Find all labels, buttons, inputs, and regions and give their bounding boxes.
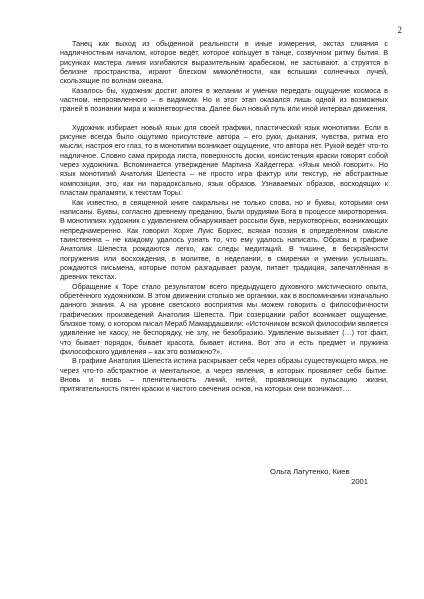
signature-year: 2001 [351, 477, 368, 486]
paragraph-letters: Как известно, в священной книге сакральны не только слова, но и буквы, которыми они написаны. Буквы, согласно древнему преданию, были орудиями Бога в процессе миротворения. В монотипиях художник с удивлением обнаруживает россыпи букв, нерукотворных, возникающих непреднамеренно. Как говорил Хорхе Луис Борхес, всякая поэзия в определённом смысле таинственна – не каждому удалось узнать то, что ему удалось написать. Образы в графике Анатолия Шепеста рождаются легко, как следы медитаций. В тишине, в бескрайности погружения или восхождения, в молитве, в неделании, в смирении и умении услышать, рождаются письмена, которые потом разгадывает разум, питает традиция, запечатлённая в древних текстах. [60, 197, 388, 282]
paragraph-monotype: Художник избирает новый язык для своей графики, пластический язык монотипии. Если в рисунке всегда было ощутимо присутствие автора – его руки, дыхания, чувства, ритма его мысли, настроя его глаз, то в монотипии возникает ощущение, что автора нет. Рукой ведёт что-то надличное. Словно сама природа листа, поверхность доски, консистенция краски говорят собой через художника. Вспоминается утверждение Мартина Хайдеггера: «Язык мной говорит». Но язык монотипий Анатолия Шепеста – не просто игра фактур или текстур, не абстрактные композиции, это, как ни парадоксально, язык образов. Узнаваемых образов, восходящих к пластам прапамяти, к текстам Торы. [60, 122, 388, 198]
paragraph-dance: Танец как выход из обыденной реальности в иные измерения, экстаз слияния с надличностным началом, которое ведёт, которое кольцует в танце, созвучном ритму бытия. В рисунках мастера линия изгибаются выразительным арабеском, не застывают, а струятся в белизне пространства, играют блеском мимолётности, как вспышки солнечных лучей, скользящие по волнам океана. [60, 39, 388, 86]
paragraph-torah: Обращение к Торе стало результатом всего предыдущего духовного мистического опыта, обретённого художником. В этом движении столько же органики, как в воспоминании изначально данного знания. А на уровне светского восприятия мы можем говорить о философичности графических произведений Анатолия Шепеста. При созерцании работ возникает ощущение, близкое тому, о котором писал Мераб Мамардашвили: «Источником всякой философии является удивление не хаосу, не беспорядку, не злу, не безобразию. Удивление вызывает (…) тот факт, что бывает порядок, бывает красота, бывает истина. Вот это и есть предмет и пружина философского удивления – как это возможно?». [60, 281, 388, 356]
signature-author: Ольга Лагутенко, Киев [270, 467, 350, 476]
essay-text [60, 39, 388, 394]
page-number: 2 [397, 25, 402, 35]
paragraph-truth: В графике Анатолия Шепеста истина раскрывает себя через образы существующего мира, не через что-то абстрактное и ментальное, а через явления, в которых проявляет себя бытие. Вновь и вновь – пленительность линий, нитей, проявляющих пульсацию жизни, притягательность пятен краски и чистого свечения основ, на которых они возникают… [60, 356, 388, 394]
paragraph-apogee: Казалось бы, художник достиг апогея в желании и умении передать ощущение космоса в частном, непроявленного – в видимом. Но и этот этап оказался лишь одной из возможных граней в познании мира и жизнетворчества. Далее был новый путь или иной интервал движения. [60, 85, 388, 114]
signature [270, 467, 380, 487]
